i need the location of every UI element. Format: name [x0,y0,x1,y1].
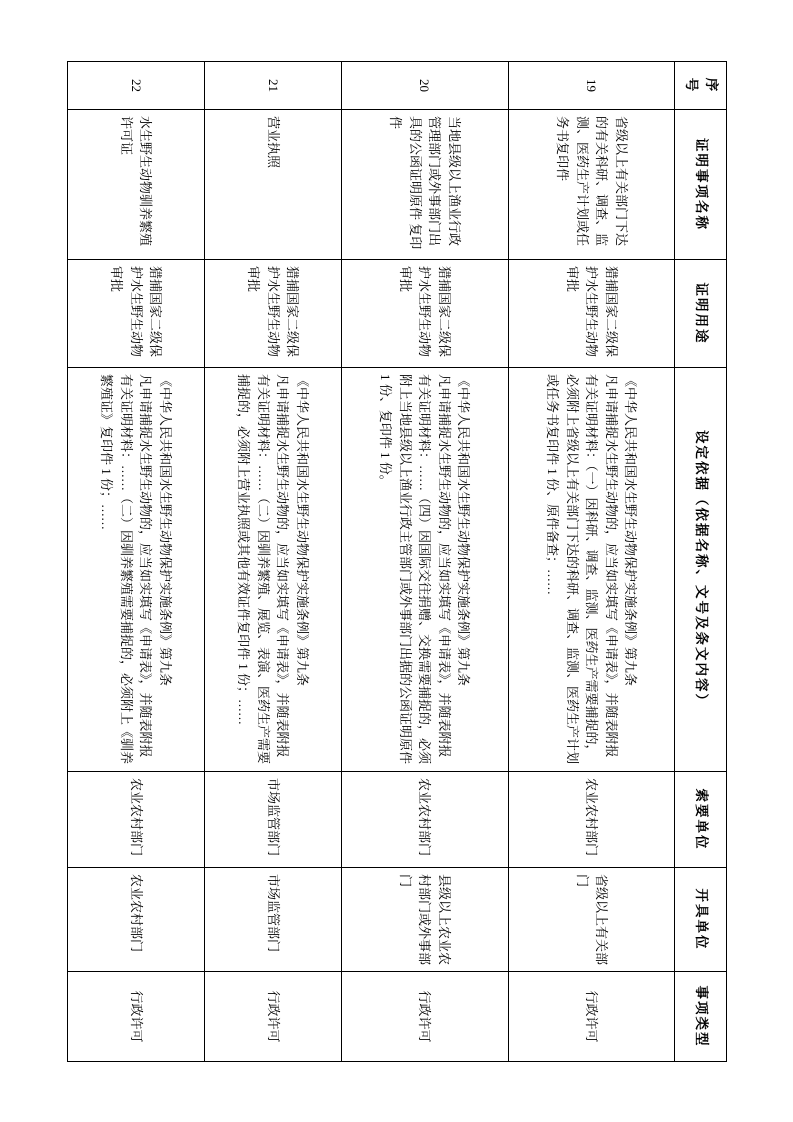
header-seq: 序 号 [675,62,727,110]
cell-use: 猎捕国家二级保护水生野生动物审批 [341,260,508,368]
basis-title: 《中华人民共和国水生野生动物保护实施条例》第九条 [455,374,471,687]
cell-basis [67,368,204,772]
cell-issue-unit: 市场监管部门 [204,868,341,972]
cell-issue-unit: 农业农村部门 [67,868,204,972]
cell-need-unit: 农业农村部门 [508,772,675,868]
table-row [341,62,508,1062]
cell-seq: 22 [67,62,204,110]
table-row [508,62,675,1062]
cell-basis [204,368,341,772]
cell-basis [508,368,675,772]
cell-item-type: 行政许可 [67,972,204,1062]
cell-need-unit: 农业农村部门 [67,772,204,868]
cell-item-type: 行政许可 [341,972,508,1062]
cell-name: 水生野生动物驯养繁殖许可证 [67,110,204,260]
header-use: 证明用途 [675,260,727,368]
basis-text: 凡申请捕捉水生野生动物的，应当如实填写《申请表》，并随表附报有关证明材料：（一）因科研、调查、监测、医药生产需要捕捉的，必须附上省级以上有关部门下达的科研、调查、监测、医药生产计划或任务书复印件 1 份、原件备查；…… [544,374,619,765]
cell-use: 猎捕国家二级保护水生野生动物审批 [508,260,675,368]
header-issue-unit: 开具单位 [675,868,727,972]
cell-item-type: 行政许可 [508,972,675,1062]
rotated-table-wrapper [67,61,727,1061]
cell-seq: 21 [204,62,341,110]
header-basis: 设定依据（依据名称、文号及条文内容） [675,368,727,772]
cell-use: 猎捕国家二级保护水生野生动物审批 [67,260,204,368]
cell-use: 猎捕国家二级保护水生野生动物审批 [204,260,341,368]
basis-title: 《中华人民共和国水生野生动物保护实施条例》第九条 [294,374,310,687]
cell-item-type: 行政许可 [204,972,341,1062]
certification-items-table [67,61,727,1062]
basis-text: 凡申请捕捉水生野生动物的，应当如实填写《申请表》，并随表附报有关证明材料：……（二）因驯养繁殖、展览、表演、医药生产需要捕捉的，必须附上营业执照或其他有效证件复印件 1 份；…… [235,374,290,765]
cell-issue-unit: 县级以上农业农村部门或外事部门 [341,868,508,972]
cell-name: 当地县级以上渔业行政管理部门或外事部门出具的公函证明原件 复印件 [341,110,508,260]
basis-title: 《中华人民共和国水生野生动物保护实施条例》第九条 [622,374,638,687]
header-need-unit: 索要单位 [675,772,727,868]
cell-need-unit: 农业农村部门 [341,772,508,868]
cell-name: 营业执照 [204,110,341,260]
header-item-type: 事项类型 [675,972,727,1062]
table-row [204,62,341,1062]
cell-name: 省级以上有关部门下达的有关科研、调查、监测、医药生产计划或任务书复印件 [508,110,675,260]
cell-seq: 19 [508,62,675,110]
basis-title: 《中华人民共和国水生野生动物保护实施条例》第九条 [157,374,173,687]
header-name: 证明事项名称 [675,110,727,260]
cell-basis [341,368,508,772]
table-header-row [675,62,727,1062]
basis-text: 凡申请捕捉水生野生动物的，应当如实填写《申请表》，并随表附报有关证明材料：……（二）因驯养繁殖需要捕捉的，必须附上《驯养繁殖证》复印件 1 份；…… [98,374,153,765]
cell-need-unit: 市场监管部门 [204,772,341,868]
table-row [67,62,204,1062]
cell-issue-unit: 省级以上有关部门 [508,868,675,972]
basis-text: 凡申请捕捉水生野生动物的，应当如实填写《申请表》，并随表附报有关证明材料：……（四）因国际交往捐赠、交换需要捕捉的，必须附上当地县级以上渔业行政主管部门或外事部门出据的公函证明原件 1 份、复印件 1 份。 [377,374,452,765]
cell-seq: 20 [341,62,508,110]
